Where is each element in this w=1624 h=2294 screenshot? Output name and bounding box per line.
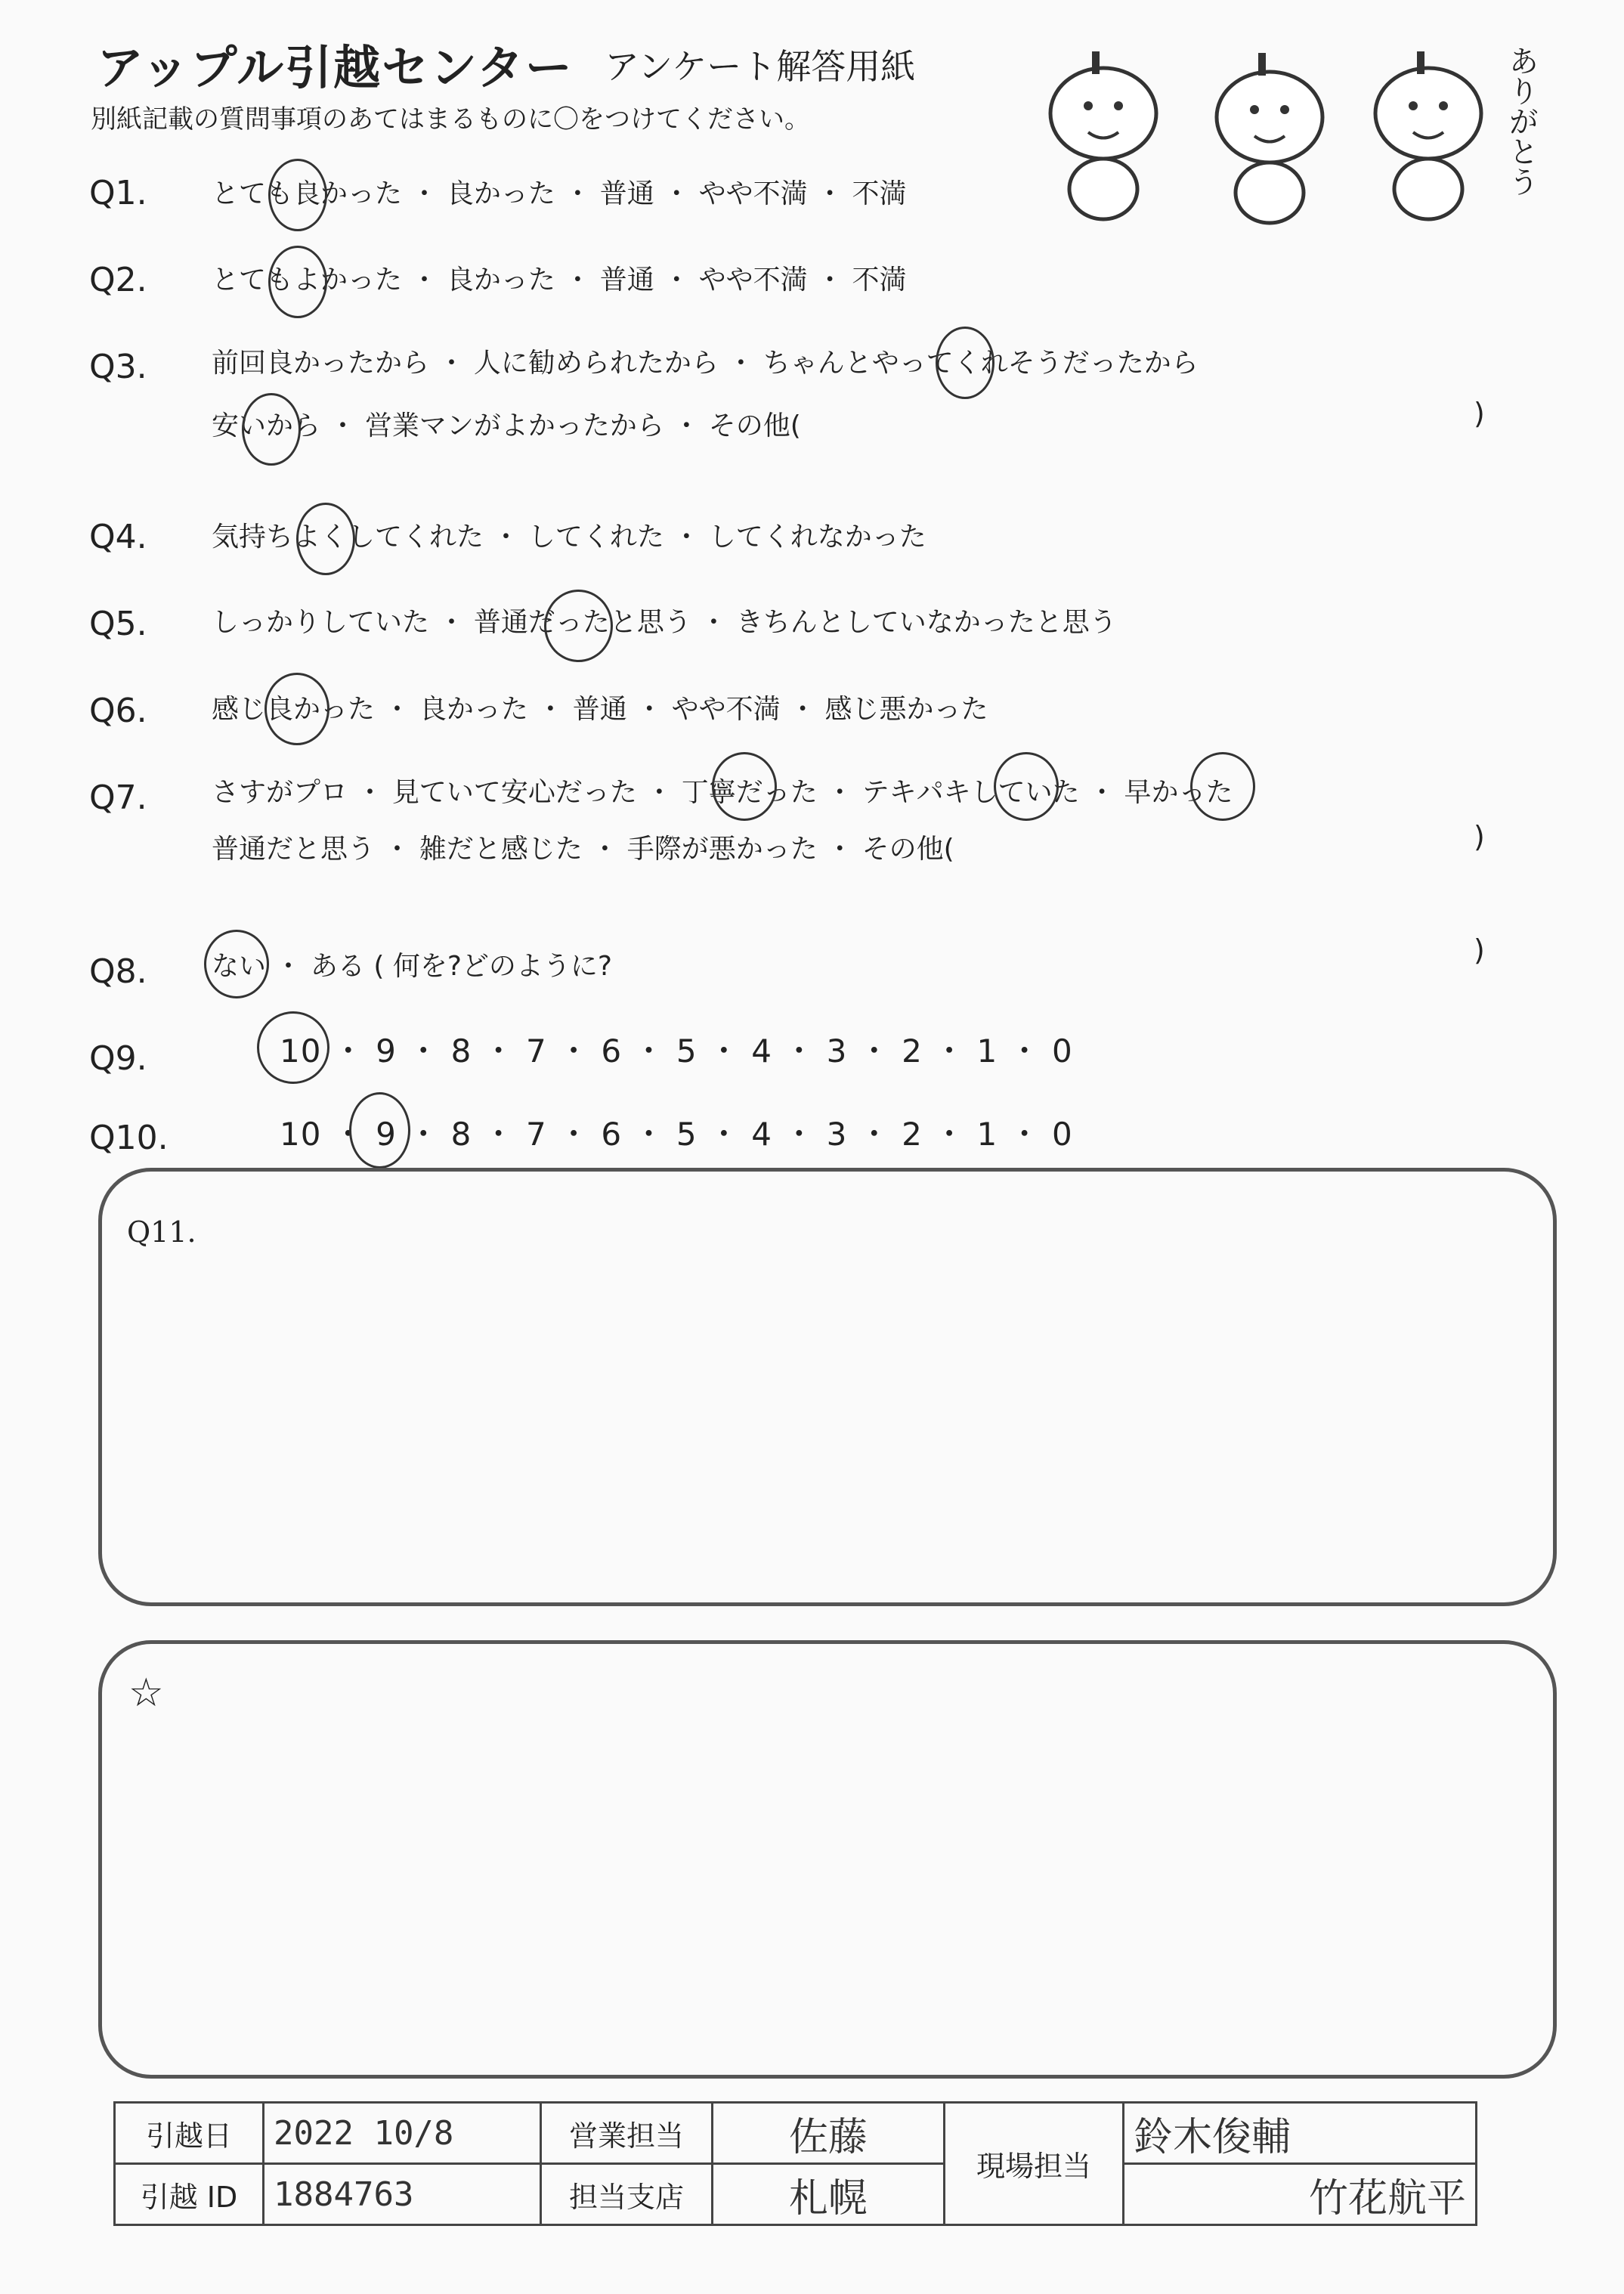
answer-circle <box>268 246 327 318</box>
form-subtitle: アンケート解答用紙 <box>605 46 916 87</box>
q7-close-paren: ) <box>1474 820 1485 853</box>
q10-label: Q10. <box>89 1119 169 1157</box>
q11-label: Q11. <box>127 1215 196 1249</box>
q7-label: Q7. <box>89 779 147 817</box>
move-id-label: 引越 ID <box>115 2164 264 2225</box>
answer-circle <box>242 393 301 466</box>
q5-label: Q5. <box>89 605 147 643</box>
q1-options[interactable]: とても良かった ・ 良かった ・ 普通 ・ やや不満 ・ 不満 <box>212 178 907 209</box>
answer-circle <box>994 752 1059 821</box>
q8-options[interactable]: ない ・ ある ( 何を?どのように? <box>212 951 613 982</box>
q3-options-line1[interactable]: 前回良かったから ・ 人に勧められたから ・ ちゃんとやってくれそうだったから <box>212 348 1199 379</box>
site-staff-label: 現場担当 <box>945 2103 1124 2225</box>
move-date-label: 引越日 <box>115 2103 264 2164</box>
sales-rep-label: 営業担当 <box>541 2103 713 2164</box>
q8-close-paren: ) <box>1474 933 1485 967</box>
q3-label: Q3. <box>89 348 147 386</box>
star-comment-box[interactable] <box>98 1640 1557 2079</box>
q9-label: Q9. <box>89 1039 147 1078</box>
q7-options-line1[interactable]: さすがプロ ・ 見ていて安心だった ・ 丁寧だった ・ テキパキしていた ・ 早かった <box>212 777 1233 808</box>
answer-circle <box>349 1092 410 1169</box>
sales-rep-value[interactable]: 佐藤 <box>713 2103 945 2164</box>
site-staff-value-2[interactable]: 竹花航平 <box>1124 2164 1477 2225</box>
site-staff-value-1[interactable]: 鈴木俊輔 <box>1124 2103 1477 2164</box>
answer-circle <box>712 752 777 821</box>
branch-value[interactable]: 札幌 <box>713 2164 945 2225</box>
q3-options-line2[interactable]: 安いから ・ 営業マンがよかったから ・ その他( <box>212 410 801 441</box>
mascot-illustration <box>1028 30 1511 227</box>
form-title: アップル引越センター <box>97 40 574 95</box>
footer-table <box>113 2101 1477 2226</box>
q8-label: Q8. <box>89 952 147 991</box>
q3-close-paren: ) <box>1474 397 1485 430</box>
mascot-text: ありがとう <box>1504 45 1539 197</box>
q2-label: Q2. <box>89 261 147 299</box>
star-label: ☆ <box>128 1670 164 1716</box>
answer-circle <box>268 159 327 231</box>
answer-circle <box>257 1011 329 1084</box>
q11-comment-box[interactable] <box>98 1168 1557 1606</box>
instruction-text: 別紙記載の質問事項のあてはまるものに〇をつけてください。 <box>91 104 810 135</box>
q7-options-line2[interactable]: 普通だと思う ・ 雑だと感じた ・ 手際が悪かった ・ その他( <box>212 834 954 865</box>
branch-label: 担当支店 <box>541 2164 713 2225</box>
answer-circle <box>204 930 269 998</box>
q5-options[interactable]: しっかりしていた ・ 普通だったと思う ・ きちんとしていなかったと思う <box>212 607 1117 638</box>
answer-circle <box>936 327 995 399</box>
q2-options[interactable]: とてもよかった ・ 良かった ・ 普通 ・ やや不満 ・ 不満 <box>212 265 907 296</box>
q6-options[interactable]: 感じ良かった ・ 良かった ・ 普通 ・ やや不満 ・ 感じ悪かった <box>212 694 988 725</box>
q6-label: Q6. <box>89 692 147 730</box>
q9-scale[interactable]: 10 ・ 9 ・ 8 ・ 7 ・ 6 ・ 5 ・ 4 ・ 3 ・ 2 ・ 1 ・ 0 <box>280 1032 1073 1070</box>
move-date-value[interactable]: 2022 10/8 <box>264 2103 541 2164</box>
q4-label: Q4. <box>89 518 147 556</box>
q1-label: Q1. <box>89 174 147 212</box>
answer-circle <box>544 590 613 662</box>
q10-scale[interactable]: 10 ・ 9 ・ 8 ・ 7 ・ 6 ・ 5 ・ 4 ・ 3 ・ 2 ・ 1 ・ 0 <box>280 1116 1073 1153</box>
answer-circle <box>296 503 355 575</box>
q4-options[interactable]: 気持ちよくしてくれた ・ してくれた ・ してくれなかった <box>212 522 926 553</box>
answer-circle <box>1190 752 1255 821</box>
answer-circle <box>264 673 329 745</box>
move-id-value[interactable]: 1884763 <box>264 2164 541 2225</box>
